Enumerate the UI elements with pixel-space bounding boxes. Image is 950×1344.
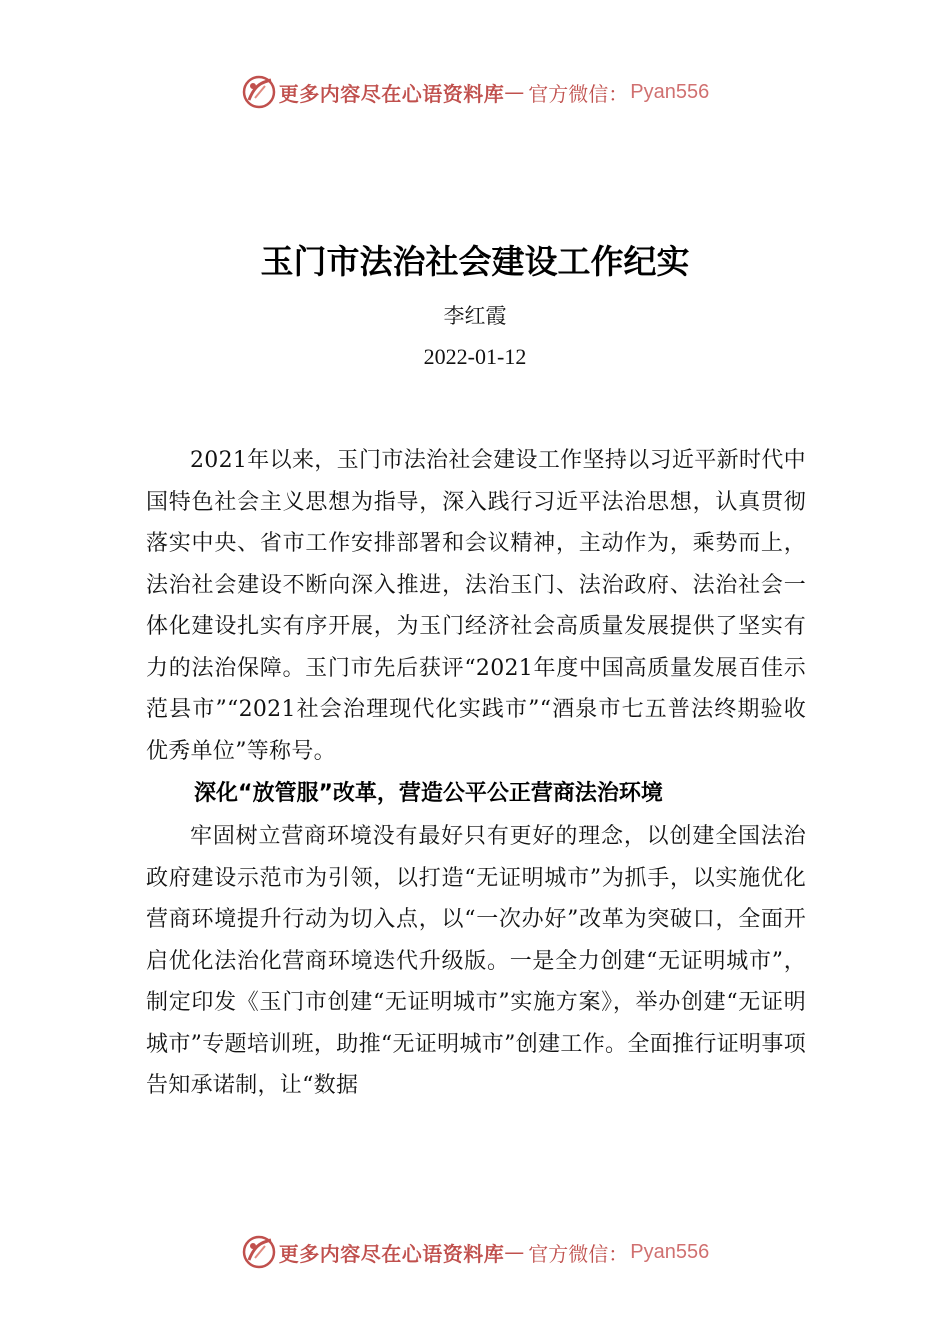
wechat-id: Pyan556 — [630, 80, 710, 103]
watermark-banner-bottom — [0, 1230, 950, 1274]
watermark-banner-top — [0, 70, 950, 114]
logo-icon — [241, 74, 277, 110]
section-paragraph: 牢固树立营商环境没有最好只有更好的理念，以创建全国法治政府建设示范市为引领，以打造“无证明城市”为抓手，以实施优化营商环境提升行动为切入点，以“一次办好”改革为突破口，全面开启优化法治化营商环境迭代升级版。一是全力创建“无证明城市”，制定印发《玉门市创建“无证明城市”实施方案》，举办创建“无证明城市”专题培训班，助推“无证明城市”创建工作。全面推行证明事项告知承诺制，让“数据 — [146, 824, 806, 1098]
watermark-separator: — — [504, 1240, 525, 1264]
watermark-text: 更多内容尽在心语资料库 — [278, 1241, 505, 1266]
wechat-label: 官方微信： — [528, 1241, 629, 1266]
article-author: 李红霞 — [443, 304, 507, 328]
article-title: 玉门市法治社会建设工作纪实 — [260, 242, 690, 281]
article-date: 2022-01-12 — [423, 344, 527, 369]
wechat-label: 官方微信： — [528, 81, 629, 106]
intro-paragraph: 2021年以来，玉门市法治社会建设工作坚持以习近平新时代中国特色社会主义思想为指导，深入践行习近平法治思想，认真贯彻落实中央、省市工作安排部署和会议精神，主动作为，乘势而上，法治社会建设不断向深入推进，法治玉门、法治政府、法治社会一体化建设扎实有序开展，为玉门经济社会高质量发展提供了坚实有力的法治保障。玉门市先后获评“2021年度中国高质量发展百佳示范县市”“2021社会治理现代化实践市”“酒泉市七五普法终期验收优秀单位”等称号。 — [146, 448, 806, 764]
logo-icon — [241, 1234, 277, 1270]
article-body — [146, 440, 806, 1107]
watermark-text: 更多内容尽在心语资料库 — [278, 81, 505, 106]
wechat-id: Pyan556 — [630, 1240, 710, 1263]
watermark-separator: — — [504, 80, 525, 104]
section-heading: 深化“放管服”改革，营造公平公正营商法治环境 — [194, 781, 663, 806]
